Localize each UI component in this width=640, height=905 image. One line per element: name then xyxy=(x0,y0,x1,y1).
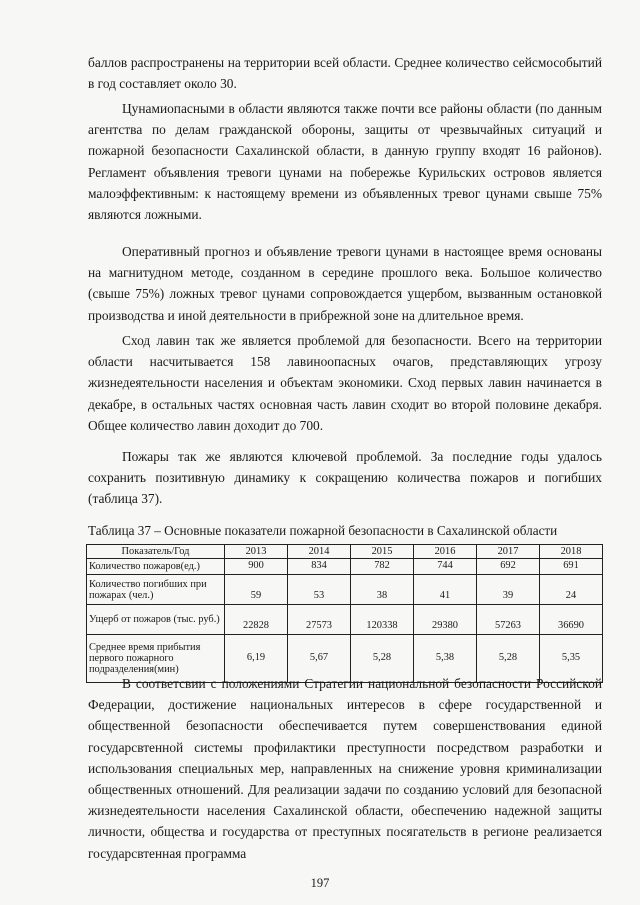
header-cell: 2018 xyxy=(540,545,603,559)
table-cell: 38 xyxy=(351,575,414,605)
table-cell: 24 xyxy=(540,575,603,605)
table-row xyxy=(87,559,603,575)
paragraph-tsunami-forecast xyxy=(88,241,602,326)
table-cell: 6,19 xyxy=(225,635,288,683)
table-caption: Таблица 37 – Основные показатели пожарной безопасности в Сахалинской области xyxy=(88,523,558,538)
table-cell: 5,35 xyxy=(540,635,603,683)
table-cell: 29380 xyxy=(414,605,477,635)
row-label: Количество погибших при пожарах (чел.) xyxy=(87,575,225,605)
table-cell: 782 xyxy=(351,559,414,575)
page-number: 197 xyxy=(310,876,330,890)
paragraph-fires xyxy=(88,446,602,510)
table-cell: 120338 xyxy=(351,605,414,635)
paragraph-text: В соответсвии с положениями Стратегии национальной безопасности Российской Федерации, достижение национальных интересов в сфере государственной и общественной безопасности обеспечивается путем совершенствования единой государсвтенной системы профилактики преступности посредством разработки и использования специальных мер, направленных на снижение уровня криминализации общественных отношений. Для реализации задачи по созданию условий для безопасной жизнедеятельности населения Сахалинской области, обеспечению надежной защиты личности, общества и государства от преступных посягательств в регионе реализается государсвтенная программа xyxy=(88,676,602,861)
header-cell: Показатель/Год xyxy=(87,545,225,559)
paragraph-avalanches xyxy=(88,330,602,436)
table-cell: 744 xyxy=(414,559,477,575)
paragraph-text: Сход лавин так же является проблемой для безопасности. Всего на территории области насчитывается 158 лавиноопасных очагов, представляющих угрозу жизнедеятельности населения и объектам экономики. Сход первых лавин начинается в декабре, в остальных частях основная часть лавин сходит во второй половине декабря. Общее количество лавин доходит до 700. xyxy=(88,333,602,433)
table-cell: 22828 xyxy=(225,605,288,635)
table-cell: 900 xyxy=(225,559,288,575)
table-cell: 5,28 xyxy=(477,635,540,683)
table-cell: 39 xyxy=(477,575,540,605)
table-cell: 53 xyxy=(288,575,351,605)
table-cell: 36690 xyxy=(540,605,603,635)
row-label: Среднее время прибытия первого пожарного подразделения(мин) xyxy=(87,635,225,683)
header-cell: 2017 xyxy=(477,545,540,559)
paragraph-text: Оперативный прогноз и объявление тревоги цунами в настоящее время основаны на магнитудном методе, созданном в середине прошлого века. Большое количество (свыше 75%) ложных тревог цунами сопровождается ущербом, вызванным остановкой производства и иной деятельности в прибрежной зоне на длительное время. xyxy=(88,244,602,323)
table-cell: 59 xyxy=(225,575,288,605)
paragraph-text: Пожары так же являются ключевой проблемой. За последние годы удалось сохранить позитивную динамику к сокращению количества пожаров и погибших (таблица 37). xyxy=(88,449,602,507)
header-cell: 2016 xyxy=(414,545,477,559)
table-header-row xyxy=(87,545,603,559)
header-cell: 2014 xyxy=(288,545,351,559)
paragraph-tsunami-danger xyxy=(88,98,602,225)
table-cell: 5,67 xyxy=(288,635,351,683)
table-row xyxy=(87,605,603,635)
table-cell: 5,38 xyxy=(414,635,477,683)
table-cell: 41 xyxy=(414,575,477,605)
paragraph-seismic xyxy=(88,52,602,94)
table-cell: 834 xyxy=(288,559,351,575)
table-cell: 57263 xyxy=(477,605,540,635)
fire-safety-table xyxy=(86,544,603,683)
table-cell: 691 xyxy=(540,559,603,575)
header-cell: 2015 xyxy=(351,545,414,559)
table-cell: 692 xyxy=(477,559,540,575)
row-label: Количество пожаров(ед.) xyxy=(87,559,225,575)
paragraph-national-security xyxy=(88,673,602,864)
table-row xyxy=(87,575,603,605)
paragraph-text: Цунамиопасными в области являются также почти все районы области (по данным агентства по делам гражданской обороны, защиты от чрезвычайных ситуаций и пожарной безопасности Сахалинской области, в данную группу входят 16 районов). Регламент объявления тревоги цунами на побережье Курильских островов является малоэффективным: к настоящему времени из объявленных тревог цунами свыше 75% являются ложными. xyxy=(88,101,602,223)
table-cell: 5,28 xyxy=(351,635,414,683)
row-label: Ущерб от пожаров (тыс. руб.) xyxy=(87,605,225,635)
table-cell: 27573 xyxy=(288,605,351,635)
header-cell: 2013 xyxy=(225,545,288,559)
paragraph-text: баллов распространены на территории всей области. Среднее количество сейсмособытий в год составляет около 30. xyxy=(88,55,602,92)
